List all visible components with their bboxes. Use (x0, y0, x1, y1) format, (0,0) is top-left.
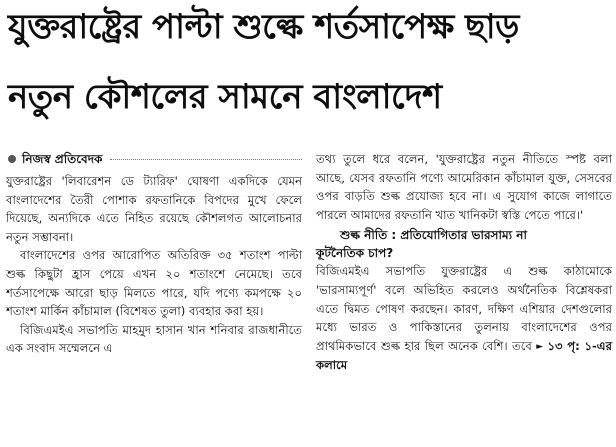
arrow-icon: ► (536, 341, 544, 352)
byline-text: নিজস্ব প্রতিবেদক (22, 151, 103, 166)
article-paragraph (316, 262, 612, 375)
article-paragraph: বিজিএমইএ সভাপতি মাহমুদ হাসান খান শনিবার রাজধানীতে এক সংবাদ সম্মেলনে এ (6, 322, 302, 356)
article-paragraph: যুক্তরাষ্ট্রের 'লিবারেশন ডে ট্যারিফ' ঘোষণা একদিকে যেমন বাংলাদেশের তৈরী পোশাক রফতানিকে বিপদের মুখে ফেলে দিয়েছে, অন্যদিকে এতে নিহিত রয়েছে কৌশলগত আলোচনার নতুন সম্ভাবনা। (6, 174, 302, 244)
right-column (316, 150, 612, 375)
left-column (6, 150, 302, 358)
article-paragraph: বাংলাদেশের ওপর আরোপিত অতিরিক্ত ৩৫ শতাংশ পাল্টা শুল্ক কিছুটা হ্রাস পেয়ে এখন ২০ শতাংশে নেমেছে। তবে শর্তসাপেক্ষে আরো ছাড় মিলতে পারে, যদি পণ্যে কমপক্ষে ২০ শতাংশ মার্কিন কাঁচামাল (বিশেষত তুলা) ব্যবহার করা হয়। (6, 248, 302, 319)
article-paragraph: তথ্য তুলে ধরে বলেন, 'যুক্তরাষ্ট্রের নতুন নীতিতে স্পষ্ট বলা আছে, যেসব রফতানি পণ্যে আমেরিকান কাঁচামাল যুক্ত, সেসবের ওপর বাড়তি শুল্ক প্রযোজ্য হবে না। এ সুযোগ কাজে লাগাতে পারলে আমাদের রফতানি খাত খানিকটা স্বস্তি পেতে পারে।' (316, 152, 612, 222)
article-paragraph-text: বিজিএমইএ সভাপতি যুক্তরাষ্ট্রের এ শুল্ক কাঠামোকে 'ভারসাম্যপূর্ণ' বলে অভিহিত করলেও অর্থনৈতিক বিশ্লেষকরা এতে দ্বিমত পোষণ করছেন। কারণ, দক্ষিণ এশিয়ার দেশগুলোর মধ্যে ভারত ও পাকিস্তানের তুলনায় বাংলাদেশের ওপর প্রাথমিকভাবে শুল্ক হার ছিল অনেক বেশি। তবে (316, 264, 612, 353)
headline-line-1: যুক্তরাষ্ট্রের পাল্টা শুল্কে শর্তসাপেক্ষ ছাড় (8, 7, 519, 47)
continued-on-page: ১৩ পৃ: ১-এর কলামে (316, 338, 612, 373)
bullet-icon (8, 155, 16, 163)
subheading (316, 226, 612, 262)
subheading-line-2: কূটনৈতিক চাপ? (316, 246, 394, 261)
headline-line-2: নতুন কৌশলের সামনে বাংলাদেশ (8, 77, 442, 117)
byline-rule (110, 159, 302, 160)
subheading-line-1: শুল্ক নীতি : প্রতিযোগিতার ভারসাম্য না (340, 228, 527, 243)
byline (6, 150, 302, 168)
